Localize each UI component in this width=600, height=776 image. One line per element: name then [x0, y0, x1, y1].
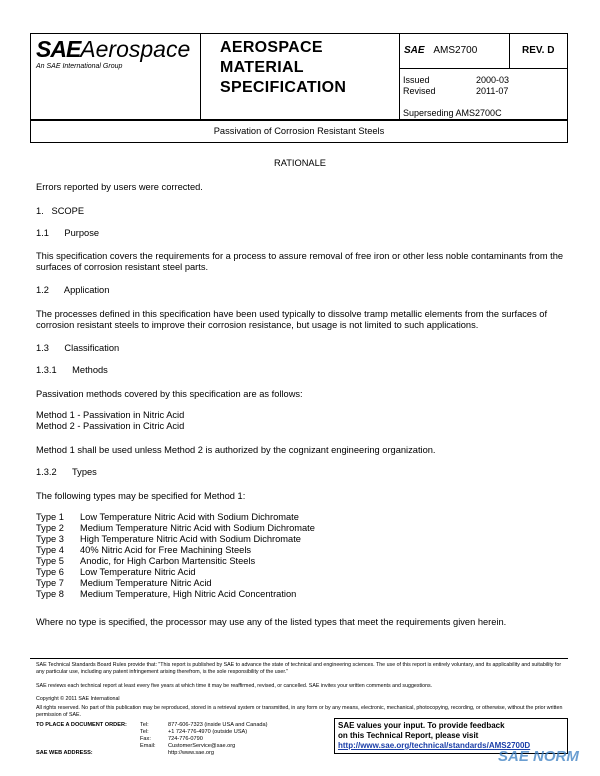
- doc-title: Passivation of Corrosion Resistant Steels: [213, 126, 385, 136]
- method-2: Method 2 - Passivation in Citric Acid: [36, 421, 185, 431]
- type-label: Type 3: [36, 534, 64, 544]
- title-line: MATERIAL: [220, 59, 304, 76]
- scope-heading: 1. SCOPE: [36, 206, 85, 216]
- type-label: Type 1: [36, 512, 64, 522]
- revision: REV. D: [522, 45, 555, 56]
- type-desc: Low Temperature Nitric Acid with Sodium Dichromate: [80, 512, 299, 522]
- application-text: The processes defined in this specification have been used typically to dissolve tramp metallic elements from the surfaces of corrosion resistant steels to improve their corrosion resistance, but usage is not limited to such applications.: [36, 309, 548, 330]
- tel-1: 877-606-7323 (inside USA and Canada): [168, 722, 268, 728]
- header-divider: [399, 34, 400, 120]
- list-item: [36, 556, 315, 567]
- sae-aerospace-logo: [36, 36, 190, 63]
- type-desc: Medium Temperature Nitric Acid: [80, 578, 212, 588]
- order-label: TO PLACE A DOCUMENT ORDER:: [36, 722, 127, 728]
- revised-label: Revised: [403, 86, 436, 96]
- type-desc: High Temperature Nitric Acid with Sodium Dichromate: [80, 534, 301, 544]
- feedback-line: SAE values your input. To provide feedback: [338, 721, 505, 730]
- type-label: Type 4: [36, 545, 64, 555]
- issued-label: Issued: [403, 75, 430, 85]
- logo-name: Aerospace: [80, 36, 191, 62]
- footer-copyright: Copyright © 2011 SAE International: [36, 696, 120, 702]
- type-label: Type 8: [36, 589, 64, 599]
- purpose-heading: 1.1 Purpose: [36, 228, 100, 238]
- type-label: Type 2: [36, 523, 64, 533]
- list-item: [36, 534, 315, 545]
- footer-review: SAE reviews each technical report at least every five years at which time it may be reaffirmed, revised, or cancelled. SAE invites your written comments and suggestions.: [36, 683, 433, 689]
- tel-2: +1 724-776-4970 (outside USA): [168, 729, 248, 735]
- type-label: Type 7: [36, 578, 64, 588]
- type-label: Type 6: [36, 567, 64, 577]
- methods-intro: Passivation methods covered by this specification are as follows:: [36, 389, 303, 399]
- purpose-text: This specification covers the requirements for a process to assure removal of free iron or other less noble contaminants from the surfaces of corrosion resistant steel parts.: [36, 251, 564, 272]
- footer-rights: All rights reserved. No part of this publication may be reproduced, stored in a retrieval system or transmitted, in any form or by any means, electronic, mechanical, photocopying, recording, or otherwise, without the prior written permission of SAE.: [36, 705, 563, 719]
- email-address[interactable]: CustomerService@sae.org: [168, 743, 236, 749]
- types-list: [36, 512, 315, 600]
- method-1: Method 1 - Passivation in Nitric Acid: [36, 410, 185, 420]
- superseding: Superseding AMS2700C: [403, 108, 502, 118]
- title-line: SPECIFICATION: [220, 79, 347, 96]
- web-label: SAE WEB ADDRESS:: [36, 750, 93, 756]
- type-desc: Medium Temperature Nitric Acid with Sodium Dichromate: [80, 523, 315, 533]
- spec-number-value: AMS2700: [433, 45, 478, 56]
- tel-label: Tel:: [140, 729, 149, 735]
- list-item: [36, 545, 315, 556]
- logo-brand: SAE: [36, 36, 81, 62]
- list-item: [36, 578, 315, 589]
- footer-divider: [30, 658, 568, 659]
- list-item: [36, 589, 315, 600]
- document-type-title: [220, 38, 346, 98]
- email-label: Email:: [140, 743, 156, 749]
- feedback-link[interactable]: http://www.sae.org/technical/standards/AMS2700D: [338, 741, 531, 750]
- tel-label: Tel:: [140, 722, 149, 728]
- type-desc: Medium Temperature, High Nitric Acid Concentration: [80, 589, 297, 599]
- header-divider: [399, 68, 567, 69]
- types-note: Where no type is specified, the processor may use any of the listed types that meet the requirements given herein.: [36, 617, 507, 627]
- type-desc: Low Temperature Nitric Acid: [80, 567, 196, 577]
- revised-date: 2011-07: [476, 86, 509, 96]
- web-address[interactable]: http://www.sae.org: [168, 750, 215, 756]
- header-divider: [200, 34, 201, 120]
- feedback-line: on this Technical Report, please visit: [338, 731, 479, 740]
- application-heading: 1.2 Application: [36, 285, 110, 295]
- methods-heading: 1.3.1 Methods: [36, 365, 108, 375]
- order-contact: [36, 722, 268, 757]
- type-desc: 40% Nitric Acid for Free Machining Steels: [80, 545, 252, 555]
- logo-tagline: An SAE International Group: [36, 63, 123, 70]
- rationale-text: Errors reported by users were corrected.: [36, 182, 203, 192]
- watermark: SAE NORM: [498, 748, 579, 765]
- footer-board-rules: SAE Technical Standards Board Rules provide that: "This report is published by SAE to advance the state of technical and engineering sciences. The use of this report is entirely voluntary, and its applicability and suitability for any particular use, including any patent infringement arising therefrom, is the sole responsibility of the user.": [36, 662, 562, 676]
- issued-date: 2000-03: [476, 75, 510, 85]
- list-item: [36, 567, 315, 578]
- types-intro: The following types may be specified for Method 1:: [36, 491, 246, 501]
- type-desc: Anodic, for High Carbon Martensitic Steels: [80, 556, 256, 566]
- type-label: Type 5: [36, 556, 64, 566]
- spec-number: [404, 45, 477, 56]
- list-item: [36, 523, 315, 534]
- classification-heading: 1.3 Classification: [36, 343, 120, 353]
- fax-label: Fax:: [140, 736, 151, 742]
- rationale-heading: RATIONALE: [273, 158, 326, 168]
- spec-prefix: SAE: [404, 45, 425, 56]
- header-divider: [509, 34, 510, 68]
- fax-number: 724-776-0790: [168, 736, 203, 742]
- types-heading: 1.3.2 Types: [36, 467, 97, 477]
- title-line: AEROSPACE: [220, 39, 323, 56]
- method-note: Method 1 shall be used unless Method 2 is authorized by the cognizant engineering organization.: [36, 445, 436, 455]
- list-item: [36, 512, 315, 523]
